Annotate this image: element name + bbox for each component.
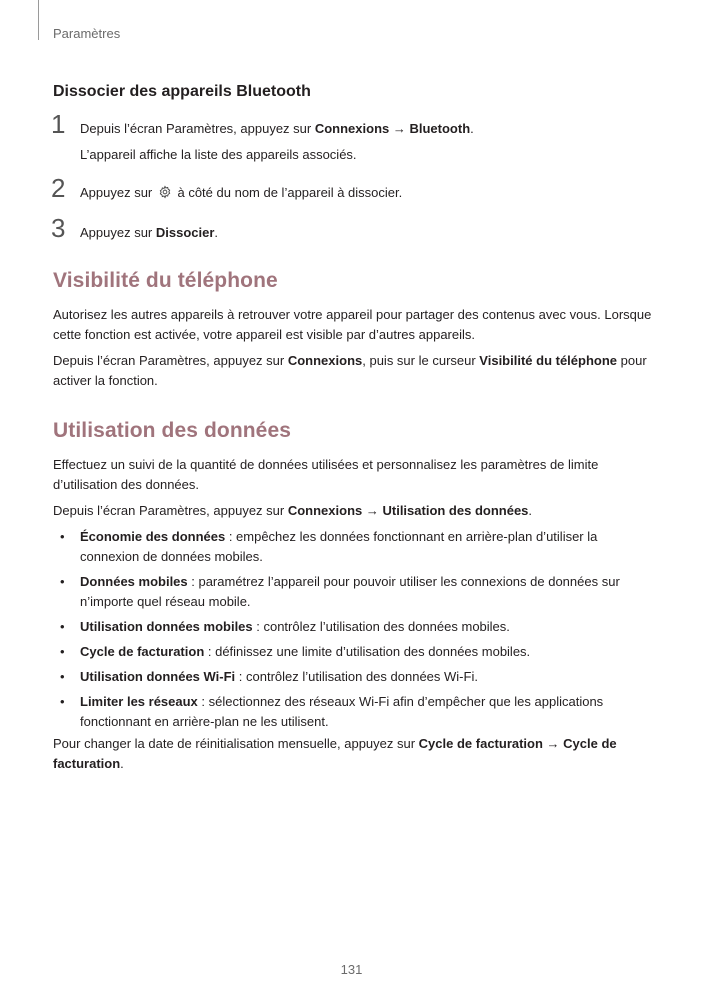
text: Appuyez sur [80, 185, 156, 200]
menu-term: Utilisation des données [382, 503, 529, 518]
page-number: 131 [340, 962, 363, 977]
arrow: → [362, 503, 383, 518]
header-rule [38, 0, 39, 40]
option-term: Utilisation données mobiles [80, 619, 253, 634]
text: . [470, 121, 474, 136]
visibility-instructions [53, 351, 653, 391]
option-description: : paramétrez l’appareil pour pouvoir utiliser les connexions de données sur n’importe quel réseau mobile. [80, 574, 620, 609]
step-text [80, 119, 653, 139]
menu-term: Cycle de facturation [53, 736, 617, 771]
data-usage-heading: Utilisation des données [53, 419, 292, 442]
step-1 [51, 109, 653, 165]
step-number: 1 [51, 109, 66, 139]
text: Depuis l’écran Paramètres, appuyez sur [53, 503, 288, 518]
bullet: • [60, 669, 65, 684]
data-usage-intro: Effectuez un suivi de la quantité de données utilisées et personnalisez les paramètres de limite d’utilisation des données. [53, 457, 599, 492]
text: . [528, 503, 533, 518]
menu-term: Connexions [287, 503, 363, 518]
bullet: • [60, 574, 65, 589]
menu-term: Connexions [287, 353, 363, 368]
option-term: Économie des données [80, 529, 226, 544]
menu-term: Bluetooth [409, 121, 471, 136]
menu-term: Connexions [314, 121, 390, 136]
reset-date-instructions [53, 734, 653, 774]
gear-icon [158, 185, 172, 205]
arrow: → [542, 736, 564, 751]
data-usage-options [53, 527, 653, 732]
list-item [53, 527, 653, 567]
list-item [53, 617, 653, 637]
option-term: Limiter les réseaux [80, 694, 198, 709]
step-2 [51, 173, 653, 205]
text: Depuis l’écran Paramètres, appuyez sur [53, 353, 288, 368]
bullet: • [60, 529, 65, 544]
text: Pour changer la date de réinitialisation mensuelle, appuyez sur [53, 736, 419, 751]
bullet: • [60, 694, 65, 709]
step-3 [51, 213, 653, 243]
menu-term: Dissocier [155, 225, 215, 240]
bullet: • [60, 619, 65, 634]
step-number: 2 [51, 173, 66, 203]
list-item [53, 667, 653, 687]
option-term: Cycle de facturation [80, 644, 205, 659]
text: à côté du nom de l’appareil à dissocier. [173, 185, 403, 200]
option-description: : définissez une limite d’utilisation des données mobiles. [204, 644, 531, 659]
text: . [214, 225, 219, 240]
bullet: • [60, 644, 65, 659]
menu-term: Visibilité du téléphone [479, 353, 618, 368]
option-description: : empêchez les données fonctionnant en arrière-plan d’utiliser la connexion de données mobiles. [80, 529, 598, 564]
option-description: : contrôlez l’utilisation des données mobiles. [252, 619, 510, 634]
list-item [53, 692, 653, 732]
page-content [53, 83, 653, 780]
visibility-intro: Autorisez les autres appareils à retrouver votre appareil pour partager des contenus avec vous. Lorsque cette fonction est activée, votre appareil est visible par d’autres appareils. [53, 307, 652, 342]
text: Depuis l’écran Paramètres, appuyez sur [80, 121, 315, 136]
text: , puis sur le curseur [362, 353, 480, 368]
step-text [80, 183, 653, 205]
option-description: : contrôlez l’utilisation des données Wi-Fi. [235, 669, 478, 684]
step-text [80, 223, 653, 243]
text: . [120, 756, 124, 771]
list-item [53, 572, 653, 612]
running-header: Paramètres [53, 26, 121, 41]
list-item [53, 642, 653, 662]
option-description: : sélectionnez des réseaux Wi-Fi afin d’empêcher que les applications fonctionnant en arrière-plan ne les utilisent. [80, 694, 604, 729]
arrow: → [389, 121, 410, 136]
option-term: Utilisation données Wi-Fi [80, 669, 236, 684]
step-number: 3 [51, 213, 66, 243]
unpair-heading: Dissocier des appareils Bluetooth [53, 83, 311, 100]
option-term: Données mobiles [80, 574, 188, 589]
text: Appuyez sur [80, 225, 156, 240]
visibility-heading: Visibilité du téléphone [53, 269, 278, 292]
data-usage-path [53, 501, 653, 521]
menu-term: Cycle de facturation [418, 736, 543, 751]
text: pour activer la fonction. [53, 353, 647, 388]
step-note: L’appareil affiche la liste des appareils associés. [80, 147, 357, 162]
